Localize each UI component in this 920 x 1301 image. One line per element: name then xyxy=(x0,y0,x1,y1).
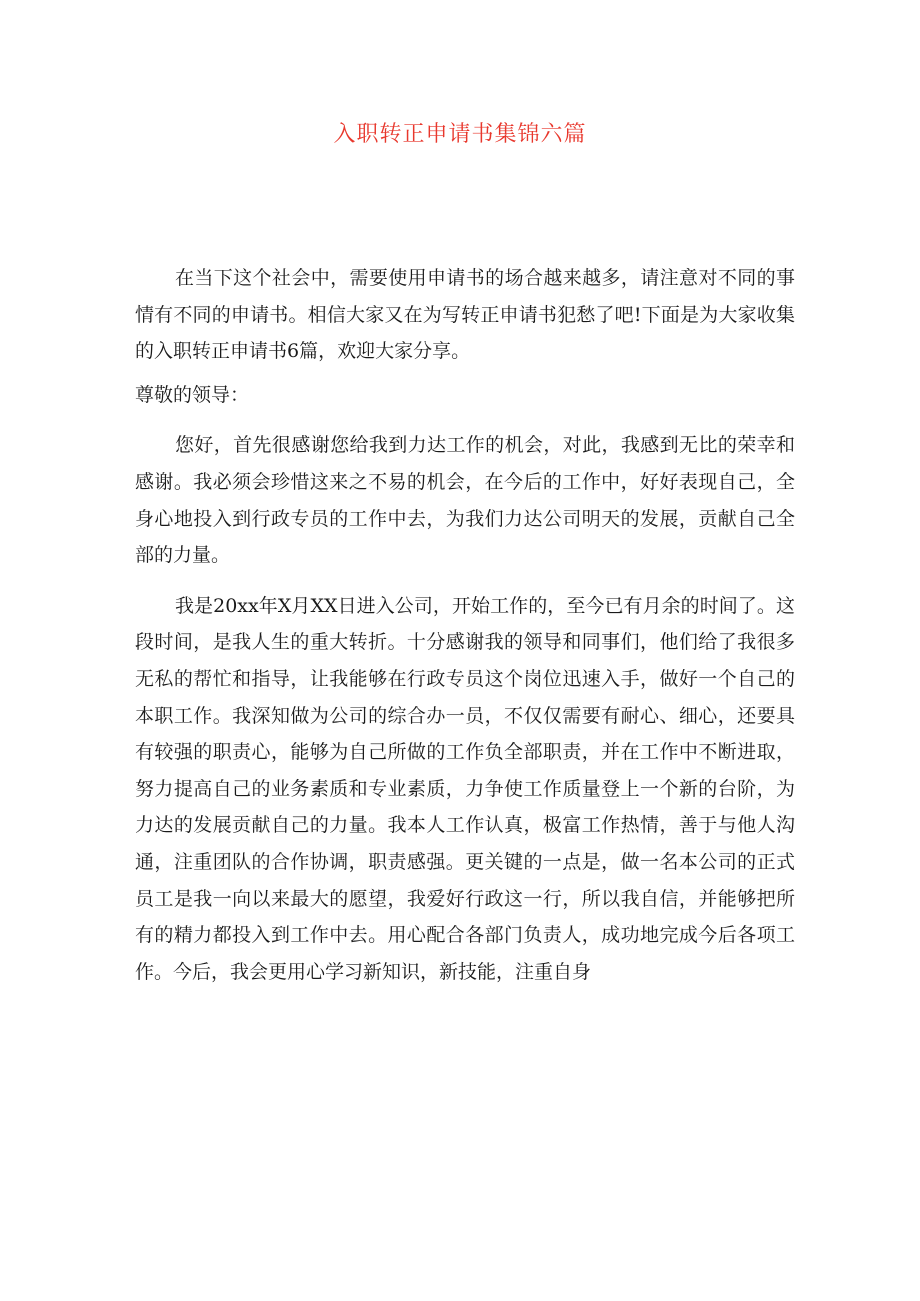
body-paragraph-2: 我是20xx年X月XX日进入公司，开始工作的，至今已有月余的时间了。这段时间，是我人生的重大转折。十分感谢我的领导和同事们，他们给了我很多无私的帮忙和指导，让我能够在行政专员这个岗位迅速入手，做好一个自己的本职工作。我深知做为公司的综合办一员，不仅仅需要有耐心、细心，还要具有较强的职责心，能够为自己所做的工作负全部职责，并在工作中不断进取，努力提高自己的业务素质和专业素质，力争使工作质量登上一个新的台阶，为力达的发展贡献自己的力量。我本人工作认真，极富工作热情，善于与他人沟通，注重团队的合作协调，职责感强。更关键的一点是，做一名本公司的正式员工是我一向以来最大的愿望，我爱好行政这一行，所以我自信，并能够把所有的精力都投入到工作中去。用心配合各部门负责人，成功地完成今后各项工作。今后，我会更用心学习新知识，新技能，注重自身 xyxy=(135,594,795,983)
intro-paragraph: 在当下这个社会中，需要使用申请书的场合越来越多，请注意对不同的事情有不同的申请书。相信大家又在为写转正申请书犯愁了吧!下面是为大家收集的入职转正申请书6篇，欢迎大家分享。 xyxy=(135,267,795,363)
document-body xyxy=(135,260,795,990)
body-paragraph-1: 您好，首先很感谢您给我到力达工作的机会，对此，我感到无比的荣幸和感谢。我必须会珍惜这来之不易的机会，在今后的工作中，好好表现自己，全身心地投入到行政专员的工作中去，为我们力达公司明天的发展，贡献自己全部的力量。 xyxy=(135,434,795,567)
salutation: 尊敬的领导： xyxy=(135,383,250,406)
document-title: 入职转正申请书集锦六篇 xyxy=(333,122,587,147)
